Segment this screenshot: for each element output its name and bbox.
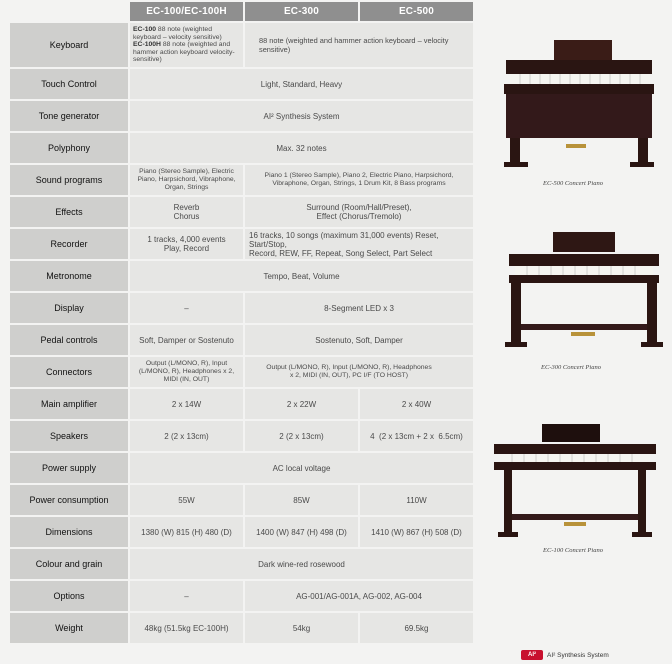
cell-main-amplifier-ec100: 2 x 14W bbox=[130, 389, 243, 419]
label-touch-control: Touch Control bbox=[10, 69, 128, 99]
cell-main-amplifier-ec300: 2 x 22W bbox=[245, 389, 358, 419]
cell-speakers-ec500: 4 (2 x 13cm + 2 x 6.5cm) bbox=[360, 421, 473, 451]
row-dimensions bbox=[10, 517, 473, 547]
row-sound-programs bbox=[10, 165, 473, 195]
row-touch-control bbox=[10, 69, 473, 99]
ec100-caption: EC-100 Concert Piano bbox=[543, 547, 603, 554]
kb-ec100-model: EC-100 bbox=[133, 26, 157, 34]
ec500-piano-image bbox=[496, 40, 662, 174]
cell-display-ec100: – bbox=[130, 293, 243, 323]
col-header-ec100: EC-100/EC-100H bbox=[130, 2, 243, 21]
row-options bbox=[10, 581, 473, 611]
cell-weight-ec300: 54kg bbox=[245, 613, 358, 643]
ai2-logo-badge: AI² bbox=[521, 650, 543, 660]
label-weight: Weight bbox=[10, 613, 128, 643]
cell-connectors-ec300-500: Output (L/MONO, R), Input (L/MONO, R), Headphones x 2, MIDI (IN, OUT), PC I/F (TO HOST) bbox=[245, 357, 473, 387]
recorder-ec300-500-line2: Record, REW, FF, Repeat, Song Select, Part Select bbox=[249, 248, 433, 258]
effects-ec100-line2: Chorus bbox=[173, 212, 200, 221]
cell-effects-ec100 bbox=[130, 197, 243, 227]
kb-ec100h-text: 88 note (weighted and hammer action keyboard velocity-sensitive) bbox=[133, 41, 235, 64]
label-speakers: Speakers bbox=[10, 421, 128, 451]
col-header-ec500: EC-500 bbox=[360, 2, 473, 21]
cell-keyboard-ec100 bbox=[130, 23, 243, 67]
label-connectors: Connectors bbox=[10, 357, 128, 387]
row-connectors bbox=[10, 357, 473, 387]
col-header-ec300: EC-300 bbox=[245, 2, 358, 21]
cell-pedal-controls-ec300-500: Sostenuto, Soft, Damper bbox=[245, 325, 473, 355]
cell-keyboard-ec300-500: 88 note (weighted and hammer action keyboard – velocity sensitive) bbox=[245, 23, 473, 67]
label-main-amplifier: Main amplifier bbox=[10, 389, 128, 419]
cell-sound-programs-ec300-500: Piano 1 (Stereo Sample), Piano 2, Electric Piano, Harpsichord, Vibraphone, Organ, Strings, 1 Drum Kit, 8 Bass programs bbox=[245, 165, 473, 195]
effects-ec100-line1: Reverb bbox=[173, 203, 200, 212]
row-power-consumption bbox=[10, 485, 473, 515]
cell-power-consumption-ec500: 110W bbox=[360, 485, 473, 515]
cell-recorder-ec300-500 bbox=[245, 229, 473, 259]
cell-weight-ec500: 69.5kg bbox=[360, 613, 473, 643]
recorder-ec100-line1: 1 tracks, 4,000 events bbox=[147, 235, 226, 244]
cell-polyphony: Max. 32 notes bbox=[130, 133, 473, 163]
header-row bbox=[10, 2, 473, 21]
cell-metronome: Tempo, Beat, Volume bbox=[130, 261, 473, 291]
ec300-caption: EC-300 Concert Piano bbox=[541, 364, 601, 371]
cell-display-ec300-500: 8-Segment LED x 3 bbox=[245, 293, 473, 323]
ec100-piano-image bbox=[494, 424, 656, 546]
cell-weight-ec100: 48kg (51.5kg EC-100H) bbox=[130, 613, 243, 643]
label-metronome: Metronome bbox=[10, 261, 128, 291]
row-colour-grain bbox=[10, 549, 473, 579]
row-polyphony bbox=[10, 133, 473, 163]
cell-speakers-ec100: 2 (2 x 13cm) bbox=[130, 421, 243, 451]
cell-options-ec100: – bbox=[130, 581, 243, 611]
cell-colour-grain: Dark wine-red rosewood bbox=[130, 549, 473, 579]
row-power-supply bbox=[10, 453, 473, 483]
cell-sound-programs-ec100: Piano (Stereo Sample), Electric Piano, Harpsichord, Vibraphone, Organ, Strings bbox=[130, 165, 243, 195]
row-metronome bbox=[10, 261, 473, 291]
cell-touch-control: Light, Standard, Heavy bbox=[130, 69, 473, 99]
label-power-supply: Power supply bbox=[10, 453, 128, 483]
cell-dimensions-ec300: 1400 (W) 847 (H) 498 (D) bbox=[245, 517, 358, 547]
kb-ec100-line bbox=[133, 26, 240, 41]
ec300-piano-image bbox=[505, 232, 663, 356]
label-options: Options bbox=[10, 581, 128, 611]
label-recorder: Recorder bbox=[10, 229, 128, 259]
ec500-caption: EC-500 Concert Piano bbox=[543, 180, 603, 187]
cell-dimensions-ec100: 1380 (W) 815 (H) 480 (D) bbox=[130, 517, 243, 547]
kb-ec100h-model: EC-100H bbox=[133, 41, 161, 49]
ai2-logo-text: AI² Synthesis System bbox=[547, 651, 609, 659]
label-sound-programs: Sound programs bbox=[10, 165, 128, 195]
recorder-ec100-line2: Play, Record bbox=[163, 244, 210, 253]
spec-table bbox=[8, 0, 475, 645]
label-pedal-controls: Pedal controls bbox=[10, 325, 128, 355]
kb-ec100-text: 88 note (weighted keyboard – velocity sensitive) bbox=[133, 26, 222, 41]
cell-main-amplifier-ec500: 2 x 40W bbox=[360, 389, 473, 419]
recorder-ec300-500-line1: 16 tracks, 10 songs (maximum 31,000 events) Reset, Start/Stop, bbox=[249, 230, 439, 249]
row-weight bbox=[10, 613, 473, 643]
effects-ec300-500-line2: Effect (Chorus/Tremolo) bbox=[316, 212, 402, 221]
label-keyboard: Keyboard bbox=[10, 23, 128, 67]
label-power-consumption: Power consumption bbox=[10, 485, 128, 515]
row-speakers bbox=[10, 421, 473, 451]
label-dimensions: Dimensions bbox=[10, 517, 128, 547]
cell-tone-generator: AI² Synthesis System bbox=[130, 101, 473, 131]
row-effects bbox=[10, 197, 473, 227]
cell-power-consumption-ec300: 85W bbox=[245, 485, 358, 515]
label-polyphony: Polyphony bbox=[10, 133, 128, 163]
cell-connectors-ec100: Output (L/MONO, R), Input (L/MONO, R), Headphones x 2, MIDI (IN, OUT) bbox=[130, 357, 243, 387]
cell-pedal-controls-ec100: Soft, Damper or Sostenuto bbox=[130, 325, 243, 355]
row-keyboard bbox=[10, 23, 473, 67]
cell-power-consumption-ec100: 55W bbox=[130, 485, 243, 515]
label-effects: Effects bbox=[10, 197, 128, 227]
cell-dimensions-ec500: 1410 (W) 867 (H) 508 (D) bbox=[360, 517, 473, 547]
row-display bbox=[10, 293, 473, 323]
row-main-amplifier bbox=[10, 389, 473, 419]
ai2-logo bbox=[521, 650, 609, 660]
row-tone-generator bbox=[10, 101, 473, 131]
row-pedal-controls bbox=[10, 325, 473, 355]
effects-ec300-500-line1: Surround (Room/Hall/Preset), bbox=[306, 203, 412, 212]
kb-ec100h-line bbox=[133, 41, 240, 64]
cell-options-ec300-500: AG-001/AG-001A, AG-002, AG-004 bbox=[245, 581, 473, 611]
row-recorder bbox=[10, 229, 473, 259]
cell-recorder-ec100 bbox=[130, 229, 243, 259]
cell-power-supply: AC local voltage bbox=[130, 453, 473, 483]
label-colour-grain: Colour and grain bbox=[10, 549, 128, 579]
label-tone-generator: Tone generator bbox=[10, 101, 128, 131]
cell-speakers-ec300: 2 (2 x 13cm) bbox=[245, 421, 358, 451]
label-display: Display bbox=[10, 293, 128, 323]
cell-effects-ec300-500 bbox=[245, 197, 473, 227]
header-corner bbox=[10, 2, 128, 21]
